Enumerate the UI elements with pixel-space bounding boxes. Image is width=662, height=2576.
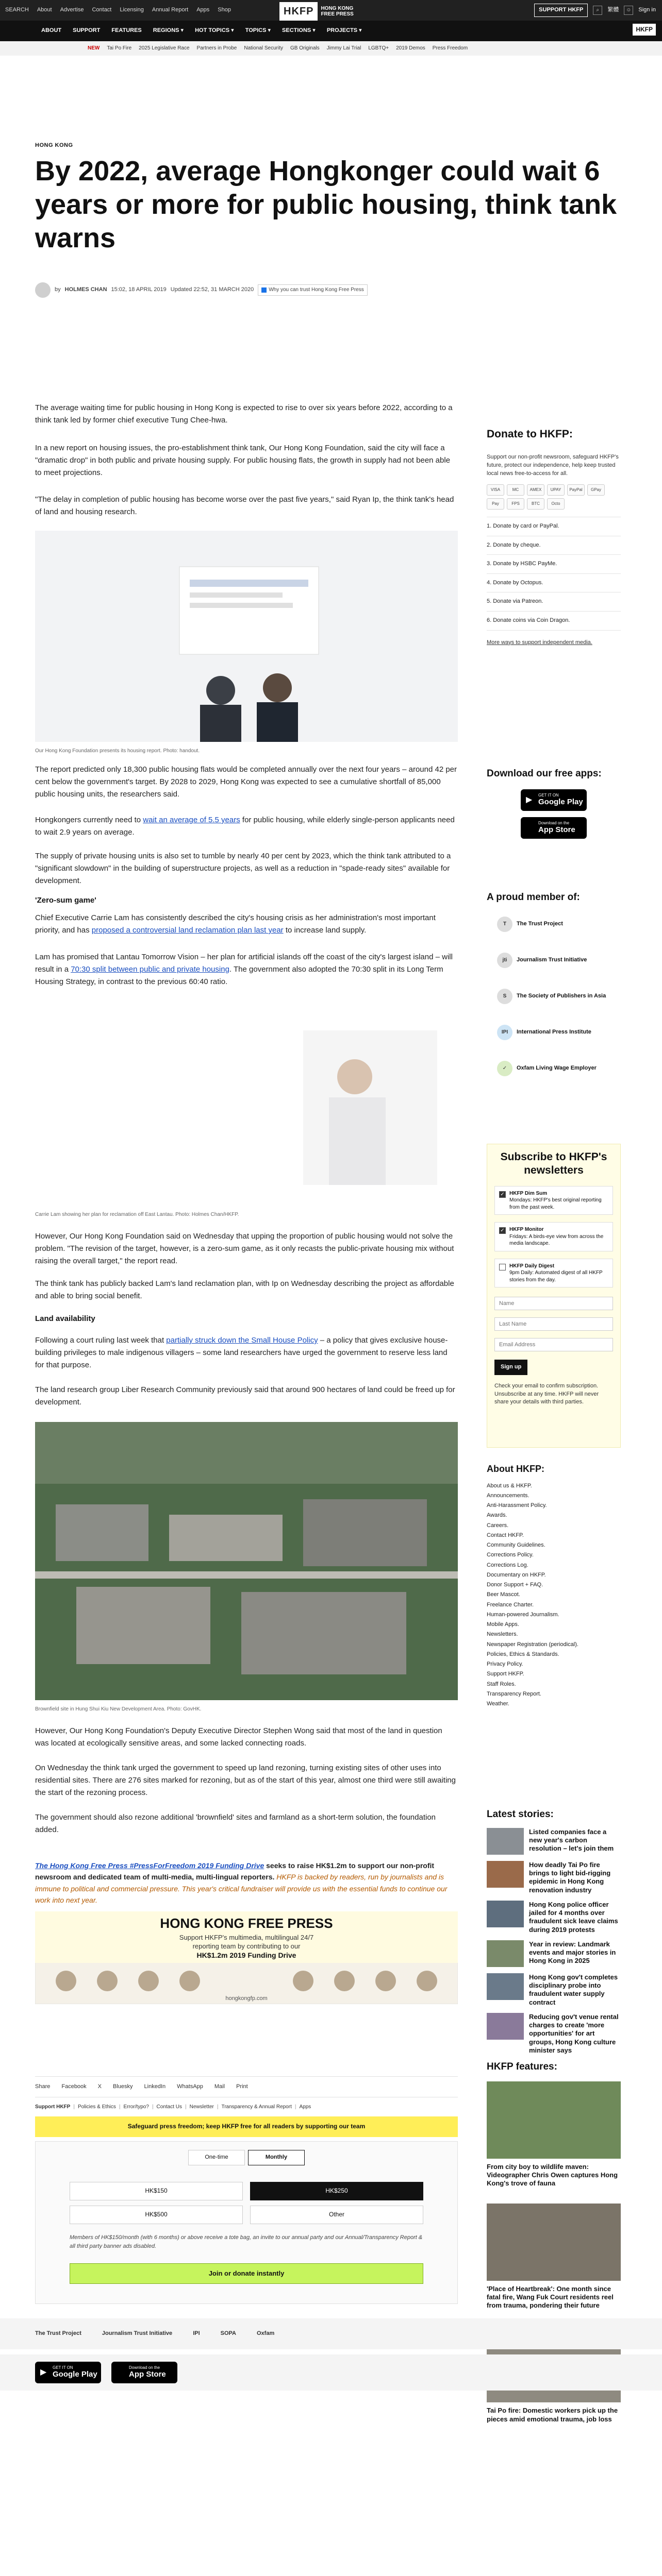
latest-widget (487, 1808, 621, 2061)
story-title[interactable]: Year in review: Landmark events and major stories in Hong Kong in 2025 (529, 1940, 616, 1965)
newsletter-monitor[interactable]: ✓ HKFP Monitor Fridays: A birds-eye view from across the media landscape. (494, 1222, 613, 1251)
google-play-button[interactable]: ▶ GET IT ON Google Play (521, 789, 587, 811)
story-thumbnail (487, 1828, 524, 1855)
drive-sub: reporting team by contributing to our (192, 1942, 301, 1950)
share-row (35, 2082, 248, 2092)
author-name[interactable]: HOLMES CHAN (64, 286, 107, 293)
nav-support[interactable]: SUPPORT (73, 27, 101, 34)
apps-widget (487, 768, 621, 839)
tag-link[interactable]: Policies & Ethics (77, 2104, 116, 2110)
article-category[interactable]: HONG KONG (35, 142, 73, 148)
paragraph: Hongkongers currently need to wait an average of 5.5 years for public housing, while elderly single-person applicants need to wait 2.9 years on average. (35, 816, 455, 837)
paragraph: Following a court ruling last week that partially struck down the Small House Policy – a policy that gives exclusive house-building privileges to male indigenous villagers – some land researchers have urged the government to reserve less land for that purpose. (35, 1336, 448, 1369)
funding-drive-link[interactable]: The Hong Kong Free Press #PressForFreedom 2019 Funding Drive (35, 1861, 264, 1870)
nav-regions[interactable]: REGIONS ▾ (153, 27, 184, 34)
footer-badge[interactable]: SOPA (220, 2330, 236, 2337)
tag-link[interactable]: Transparency & Annual Report (221, 2104, 292, 2110)
safeguard-banner[interactable]: Safeguard press freedom; keep HKFP free for all readers by supporting our team (35, 2116, 458, 2137)
donate-method[interactable]: 4. Donate by Octopus. (487, 574, 621, 593)
latest-story[interactable] (487, 1901, 621, 1934)
donate-title: Donate to HKFP: (487, 428, 573, 440)
latest-title: Latest stories: (487, 1809, 554, 1820)
footer-app-store-button[interactable]: Download on the App Store (111, 2362, 177, 2383)
about-widget (487, 1463, 621, 1709)
footer-badges (0, 2318, 662, 2349)
footer-links: Support HKFP | Policies & Ethics | Error/typo? | Contact Us | Newsletter | Transparency & Annual Report | Apps (35, 2103, 311, 2111)
share-label: Share (35, 2083, 51, 2090)
paragraph: On Wednesday the think tank urged the government to speed up land rezoning, turning existing sites of other uses into residential sites. There are 276 sites marked for rezoning, but as of the start of this year, almost one third were still awaiting the start of the rezoning process. (35, 1764, 456, 1797)
latest-list (487, 1828, 621, 2055)
amount-250[interactable]: HK$250 (250, 2182, 423, 2200)
sub-nav (0, 41, 662, 56)
toggle-monthly[interactable]: Monthly (248, 2150, 305, 2165)
about-link[interactable]: Staff Roles. (487, 1681, 516, 1687)
donate-method[interactable]: 6. Donate coins via Coin Dragon. (487, 612, 621, 631)
share-bluesky[interactable]: Bluesky (113, 2083, 133, 2090)
nav-projects[interactable]: PROJECTS ▾ (326, 27, 362, 34)
photo-caption: Carrie Lam showing her plan for reclamation off East Lantau. Photo: Holmes Chan/HKFP. (35, 1212, 239, 1217)
trust-project-icon: T (497, 917, 512, 932)
drive-sub: Support HKFP's multimedia, multilingual 24/7 (179, 1934, 314, 1941)
amex-icon: AMEX (527, 484, 544, 496)
jti-icon: jti (497, 953, 512, 968)
donate-method[interactable]: 5. Donate via Patreon. (487, 592, 621, 612)
subnav-item[interactable]: GB Originals (290, 45, 320, 51)
photo-caption: Our Hong Kong Foundation presents its housing report. Photo: handout. (35, 748, 200, 754)
share-x[interactable]: X (97, 2083, 102, 2090)
story-title[interactable]: How deadly Tai Po fire brings to light bid-rigging epidemic in Hong Kong renovation industry (529, 1860, 611, 1894)
sidebar (487, 428, 621, 2576)
latest-story[interactable] (487, 1973, 621, 2007)
donation-module (35, 2141, 458, 2304)
about-link[interactable]: Anti-Harassment Policy. (487, 1502, 547, 1509)
footer-badge[interactable]: Oxfam (257, 2330, 275, 2337)
new-badge: NEW (88, 45, 100, 51)
user-icon[interactable]: ☺ (624, 6, 633, 15)
published-date: 15:02, 18 APRIL 2019 (111, 286, 167, 293)
inline-link[interactable]: 70:30 split between public and private housing (71, 965, 229, 974)
feature-title[interactable]: 'Place of Heartbreak': One month since fatal fire, Wang Fuk Court residents reel from trauma, pondering their future (487, 2284, 614, 2309)
members-widget (487, 891, 621, 1080)
story-thumbnail (487, 1861, 524, 1888)
story-thumbnail (487, 2013, 524, 2040)
about-link[interactable]: Documentary on HKFP. (487, 1571, 546, 1578)
about-link[interactable]: Mobile Apps. (487, 1621, 519, 1628)
apps-link[interactable]: Apps (196, 7, 210, 13)
story-title[interactable]: Reducing gov't venue rental charges to create 'more opportunities' for art groups, Hong Kong culture minister says (529, 2012, 619, 2054)
feature-image (487, 2204, 621, 2281)
story-title[interactable]: Hong Kong police officer jailed for 4 months over fraudulent sick leave claims during 2019 protests (529, 1900, 618, 1934)
about-link[interactable]: Contact HKFP. (487, 1532, 524, 1538)
mastercard-icon: MC (507, 484, 524, 496)
story-thumbnail (487, 1901, 524, 1927)
feature-card[interactable] (487, 2081, 621, 2188)
annual-report-link[interactable]: Annual Report (152, 7, 189, 13)
amount-other[interactable]: Other (250, 2206, 423, 2224)
paragraph: In a new report on housing issues, the pro-establishment think tank, Our Hong Kong Foundation, said the city will face a "dramatic drop" in both public and private housing supply. For public housing flats, the growth in supply had not been able to meet projections. (35, 444, 451, 477)
subnav-item[interactable]: Jimmy Lai Trial (326, 45, 361, 51)
sopa-icon: S (497, 989, 512, 1004)
about-link[interactable]: About (37, 7, 52, 13)
article-body (35, 402, 458, 2071)
join-button[interactable]: Join or donate instantly (70, 2263, 423, 2284)
last-name-input[interactable] (494, 1317, 613, 1331)
about-link[interactable]: Newsletters. (487, 1631, 518, 1638)
features-title: HKFP features: (487, 2061, 557, 2072)
paragraph: Chief Executive Carrie Lam has consistently described the city's housing crisis as her administration's most important priority, and has proposed a controversial land reclamation plan last year to increase land supply. (35, 913, 436, 935)
newsletter-widget (487, 1144, 621, 1448)
logo-mark: HKFP (279, 2, 318, 21)
app-store-button[interactable]: Download on the App Store (521, 817, 587, 839)
inline-link[interactable]: wait an average of 5.5 years (143, 816, 240, 824)
by-label: by (55, 286, 61, 293)
story-thumbnail (487, 1973, 524, 2000)
email-input[interactable] (494, 1338, 613, 1351)
subnav-item[interactable]: Partners in Probe (196, 45, 237, 51)
footer-badge[interactable]: The Trust Project (35, 2330, 81, 2337)
section-heading: Land availability (35, 1314, 95, 1323)
search-icon[interactable]: ⌕ (593, 6, 602, 15)
member-title: A proud member of: (487, 892, 580, 903)
inline-link[interactable]: proposed a controversial land reclamation plan last year (91, 926, 284, 935)
top-right (534, 0, 656, 21)
contact-link[interactable]: Contact (92, 7, 112, 13)
footer-apps (0, 2354, 662, 2391)
ipi-icon: IPI (497, 1025, 512, 1040)
about-link[interactable]: Support HKFP. (487, 1671, 524, 1677)
about-link[interactable]: Privacy Policy. (487, 1661, 523, 1667)
oxfam-icon: ✓ (497, 1061, 512, 1076)
donate-method[interactable]: 2. Donate by cheque. (487, 536, 621, 555)
subnav-item[interactable]: LGBTQ+ (368, 45, 389, 51)
subnav-item[interactable]: Tai Po Fire (107, 45, 132, 51)
latest-story[interactable] (487, 2013, 621, 2055)
latest-story[interactable] (487, 1861, 621, 1894)
checkbox-icon[interactable]: ✓ (499, 1227, 506, 1234)
top-links (5, 0, 231, 21)
fps-icon: FPS (507, 498, 524, 510)
support-button[interactable]: SUPPORT HKFP (534, 4, 588, 17)
about-link[interactable]: Beer Mascot. (487, 1591, 520, 1598)
paragraph: The land research group Liber Research Community previously said that around 900 hectares of land could be freed up for development. (35, 1385, 455, 1406)
divider (35, 2076, 458, 2077)
first-name-input[interactable] (494, 1297, 613, 1310)
search-link[interactable]: SEARCH (5, 7, 29, 13)
visa-icon: VISA (487, 484, 504, 496)
footer-google-play-button[interactable]: ▶ GET IT ON Google Play (35, 2362, 101, 2383)
donate-widget (487, 428, 621, 647)
main-nav (0, 21, 662, 41)
inline-link[interactable]: partially struck down the Small House Policy (166, 1336, 318, 1345)
logo-text: HONG KONG FREE PRESS (321, 5, 354, 17)
story-title[interactable]: Listed companies face a new year's carbon resolution – let's join them (529, 1827, 614, 1853)
share-linkedin[interactable]: LinkedIn (144, 2083, 166, 2090)
share-mail[interactable]: Mail (214, 2083, 225, 2090)
about-link[interactable]: Corrections Policy. (487, 1552, 534, 1558)
about-link[interactable]: Freelance Charter. (487, 1601, 534, 1608)
signup-button[interactable]: Sign up (494, 1360, 527, 1375)
subnav-item[interactable]: 2019 Demos (396, 45, 425, 51)
signin-link[interactable]: Sign in (638, 7, 656, 13)
google-pay-icon: GPay (587, 484, 605, 496)
site-logo[interactable] (279, 2, 354, 21)
newsletter-daily-digest[interactable]: HKFP Daily Digest 9pm Daily: Automated digest of all HKFP stories from the day. (494, 1259, 613, 1288)
donate-methods (487, 517, 621, 631)
about-link[interactable]: Careers. (487, 1522, 509, 1529)
tag-link[interactable]: Error/typo? (123, 2104, 149, 2110)
paragraph: However, Our Hong Kong Foundation's Deputy Executive Director Stephen Wong said that most of the land in question was located at ecologically sensitive areas, and some lacked connecting roads. (35, 1726, 442, 1748)
nav-about[interactable]: ABOUT (41, 27, 62, 34)
paragraph: The government should also rezone additional 'brownfield' sites and farmland as a short-term solution, the foundation added. (35, 1813, 436, 1834)
funding-drive-banner[interactable] (35, 1911, 458, 2004)
latest-story[interactable] (487, 1940, 621, 1967)
paragraph: The report predicted only 18,300 public housing flats would be completed annually over the next four years – around 42 per cent below the government's target. By 2028 to 2029, Hong Kong was expected to see a cumulative shortfall of 85,000 public housing units, the researchers said. (35, 765, 457, 799)
bitcoin-icon: BTC (527, 498, 544, 510)
photo-report-presentation (35, 531, 458, 742)
octopus-icon: Octo (547, 498, 565, 510)
paypal-icon: PayPal (567, 484, 585, 496)
feature-image (487, 2081, 621, 2159)
trust-chip[interactable]: Why you can trust Hong Kong Free Press (258, 284, 368, 296)
updated-date: Updated 22:52, 31 MARCH 2020 (170, 286, 254, 293)
about-link[interactable]: Community Guidelines. (487, 1542, 545, 1548)
checkbox-icon[interactable] (499, 1264, 506, 1270)
apps-title: Download our free apps: (487, 768, 602, 779)
tag-link[interactable]: Apps (299, 2104, 311, 2110)
newsletter-note: Check your email to confirm subscription. Unsubscribe at any time. HKFP will never share your details with third parties. (494, 1382, 599, 1405)
story-title[interactable]: Hong Kong gov't completes disciplinary probe into fraudulent water supply contract (529, 1973, 618, 2006)
feature-title[interactable]: Tai Po fire: Domestic workers pick up the pieces amid emotional trauma, job loss (487, 2406, 618, 2423)
photo-caption: Brownfield site in Hung Shui Kiu New Development Area. Photo: GovHK. (35, 1706, 202, 1712)
about-link[interactable]: Awards. (487, 1512, 507, 1519)
top-bar (0, 0, 662, 21)
about-link[interactable]: Weather. (487, 1701, 509, 1707)
unionpay-icon: UPAY (547, 484, 565, 496)
about-link[interactable]: Announcements. (487, 1492, 529, 1499)
member-trust-project[interactable]: T The Trust Project (497, 913, 621, 936)
about-links (487, 1481, 621, 1709)
paragraph: The average waiting time for public housing in Hong Kong is expected to rise to over six years before 2022, according to a think tank led by former chief executive Tung Chee-hwa. (35, 403, 453, 425)
drive-site: hongkongfp.com (225, 1995, 268, 2002)
share-whatsapp[interactable]: WhatsApp (177, 2083, 203, 2090)
about-link[interactable]: Transparency Report. (487, 1690, 541, 1697)
more-ways-link[interactable]: More ways to support independent media. (487, 639, 592, 646)
donate-method[interactable]: 3. Donate by HSBC PayMe. (487, 555, 621, 574)
story-thumbnail (487, 1940, 524, 1967)
members-note: Members of HK$150/month (with 6 months) or above receive a tote bag, an invite to our annual party and our Annual/Transparency Report & all third party banner ads disabled. (70, 2234, 423, 2249)
amount-500[interactable]: HK$500 (70, 2206, 243, 2224)
drive-title: HONG KONG FREE PRESS (160, 1916, 333, 1931)
about-link[interactable]: Corrections Log. (487, 1562, 528, 1568)
article-headline: By 2022, average Hongkonger could wait 6 years or more for public housing, think tank warns (35, 156, 617, 253)
play-icon: ▶ (526, 795, 533, 804)
about-link[interactable]: Policies, Ethics & Standards. (487, 1651, 559, 1657)
footer-badge[interactable]: Journalism Trust Initiative (102, 2330, 173, 2337)
subnav-item[interactable]: National Security (244, 45, 283, 51)
byline (35, 282, 368, 298)
photo-carrie-lam-plan (35, 999, 458, 1206)
apple-pay-icon: Pay (487, 498, 504, 510)
amount-150[interactable]: HK$150 (70, 2182, 243, 2200)
about-title: About HKFP: (487, 1464, 544, 1474)
info-icon (261, 287, 267, 293)
newsletter-dim-sum[interactable]: ✓ HKFP Dim Sum Mondays: HKFP's best original reporting from the past week. (494, 1186, 613, 1215)
about-link[interactable]: Human-powered Journalism. (487, 1611, 559, 1618)
paragraph: Lam has promised that Lantau Tomorrow Vision – her plan for artificial islands off the coast of the city's largest island – will result in a 70:30 split between public and private housing. The government also adopted the 70:30 split in its Long Term Housing Strategy, in contrast to the previous 60:40 ratio. (35, 953, 453, 986)
newsletter-title: Subscribe to HKFP's newsletters (500, 1151, 607, 1177)
subnav-item[interactable]: Press Freedom (432, 45, 468, 51)
advertise-link[interactable]: Advertise (60, 7, 84, 13)
author-avatar (35, 282, 51, 298)
shop-link[interactable]: Shop (218, 7, 231, 13)
tag-link[interactable]: Newsletter (189, 2104, 214, 2110)
paragraph: "The delay in completion of public housing has become worse over the past five years," said Ryan Ip, the think tank's head of land and housing research. (35, 495, 454, 516)
share-facebook[interactable]: Facebook (61, 2083, 87, 2090)
share-print[interactable]: Print (236, 2083, 248, 2090)
toggle-one-time[interactable]: One-time (188, 2150, 245, 2165)
latest-story[interactable] (487, 1828, 621, 1855)
feature-title[interactable]: From city boy to wildlife maven: Videographer Chris Owen captures Hong Kong's trove of fauna (487, 2162, 618, 2188)
drive-sub: HK$1.2m 2019 Funding Drive (196, 1951, 296, 1959)
play-icon: ▶ (40, 2368, 47, 2377)
member-sopa[interactable]: S The Society of Publishers in Asia (497, 985, 621, 1008)
donate-method[interactable]: 1. Donate by card or PayPal. (487, 517, 621, 536)
about-link[interactable]: About us & HKFP. (487, 1482, 532, 1489)
nav-sections[interactable]: SECTIONS ▾ (282, 27, 316, 34)
about-link[interactable]: Donor Support + FAQ. (487, 1582, 543, 1588)
tag-link[interactable]: Contact Us (156, 2104, 183, 2110)
subnav-item[interactable]: 2025 Legislative Race (139, 45, 190, 51)
payment-methods (487, 484, 621, 510)
paragraph: However, Our Hong Kong Foundation said on Wednesday that upping the proportion of public housing would not solve the problem. "The revision of the target, however, is a zero-sum game, as it only recasts the public-private housing mix without raising the overall target," the report read. (35, 1232, 454, 1265)
member-ipi[interactable]: IPI International Press Institute (497, 1021, 621, 1044)
checkbox-icon[interactable]: ✓ (499, 1191, 506, 1198)
donate-text: Support our non-profit newsroom, safeguard HKFP's future, protect our independence, help keep trusted local news free-to-access for all. (487, 454, 619, 477)
nav-hkfp-tab[interactable]: HKFP (633, 24, 656, 36)
nav-topics[interactable]: TOPICS ▾ (245, 27, 271, 34)
language-link[interactable]: 繁體 (607, 7, 619, 13)
member-oxfam[interactable]: ✓ Oxfam Living Wage Employer (497, 1057, 621, 1080)
licensing-link[interactable]: Licensing (120, 7, 144, 13)
photo-brownfield-site (35, 1422, 458, 1700)
about-link[interactable]: Newspaper Registration (periodical). (487, 1641, 578, 1648)
member-jti[interactable]: jti Journalism Trust Initiative (497, 949, 621, 972)
paragraph: The think tank has publicly backed Lam's land reclamation plan, with Ip on Wednesday describing the project as affordable and able to bring social benefit. (35, 1279, 454, 1300)
feature-card[interactable] (487, 2204, 621, 2310)
footer-badge[interactable]: IPI (193, 2330, 200, 2337)
tag-link[interactable]: Support HKFP (35, 2104, 71, 2110)
paragraph: The supply of private housing units is also set to tumble by nearly 40 per cent by 2023, which the think tank attributed to a "significant slowdown" in the building of superstructure projects, as well as a reduction in "spade-ready sites" available for development. (35, 852, 451, 885)
nav-features[interactable]: FEATURES (111, 27, 142, 34)
section-heading: 'Zero-sum game' (35, 896, 96, 905)
nav-hot-topics[interactable]: HOT TOPICS ▾ (195, 27, 234, 34)
funding-promo: The Hong Kong Free Press #PressForFreedom 2019 Funding Drive seeks to raise HK$1.2m to support our non-profit newsroom and dedicated team of multi-media, multi-lingual reporters. HKFP is backed by readers, run by journalists and is immune to political and commercial pressure. This year's critical fundraiser will provide us with the essential funds to continue our work into next year. (35, 1861, 448, 1905)
